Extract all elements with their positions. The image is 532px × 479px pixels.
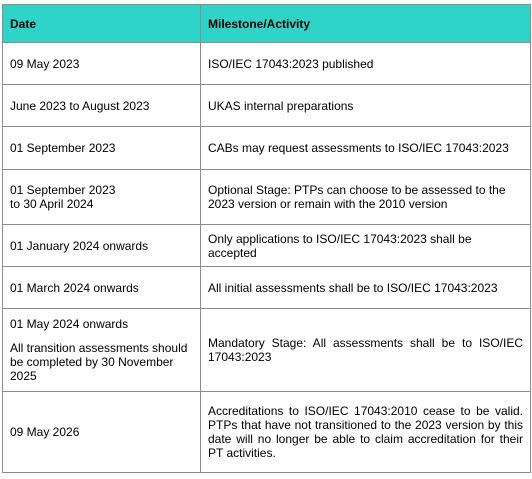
column-header-milestone: Milestone/Activity bbox=[201, 5, 531, 43]
table-row bbox=[3, 309, 531, 392]
column-header-date: Date bbox=[3, 5, 201, 43]
date-cell: 01 March 2024 onwards bbox=[3, 267, 201, 309]
milestone-cell: Only applications to ISO/IEC 17043:2023 shall be accepted bbox=[201, 225, 531, 267]
header-row bbox=[3, 5, 531, 43]
transition-timeline-table-wrapper bbox=[2, 4, 530, 473]
milestone-cell: CABs may request assessments to ISO/IEC 17043:2023 bbox=[201, 127, 531, 170]
date-cell bbox=[3, 170, 201, 225]
date-cell: 09 May 2023 bbox=[3, 43, 201, 85]
table-header bbox=[3, 5, 531, 43]
milestone-cell: All initial assessments shall be to ISO/IEC 17043:2023 bbox=[201, 267, 531, 309]
milestone-cell: Accreditations to ISO/IEC 17043:2010 cease to be valid. PTPs that have not transitioned to the 2023 version by this date will no longer be able to claim accreditation for their PT activities. bbox=[201, 392, 531, 473]
date-cell: 01 January 2024 onwards bbox=[3, 225, 201, 267]
date-line-end: to 30 April 2024 bbox=[10, 197, 94, 211]
table-row bbox=[3, 127, 531, 170]
date-cell: 09 May 2026 bbox=[3, 392, 201, 473]
milestone-cell: ISO/IEC 17043:2023 published bbox=[201, 43, 531, 85]
table-row bbox=[3, 392, 531, 473]
milestone-cell: Mandatory Stage: All assessments shall be to ISO/IEC 17043:2023 bbox=[201, 309, 531, 392]
milestone-cell: UKAS internal preparations bbox=[201, 85, 531, 127]
milestone-cell: Optional Stage: PTPs can choose to be assessed to the 2023 version or remain with the 2010 version bbox=[201, 170, 531, 225]
table-row bbox=[3, 85, 531, 127]
table-row bbox=[3, 225, 531, 267]
table-row bbox=[3, 170, 531, 225]
transition-timeline-table bbox=[2, 4, 531, 473]
table-row bbox=[3, 43, 531, 85]
date-text: 01 May 2024 onwards bbox=[10, 317, 129, 331]
date-line-start: 01 September 2023 bbox=[10, 183, 116, 197]
table-row bbox=[3, 267, 531, 309]
date-cell bbox=[3, 309, 201, 392]
table-body bbox=[3, 43, 531, 473]
date-cell: June 2023 to August 2023 bbox=[3, 85, 201, 127]
date-cell: 01 September 2023 bbox=[3, 127, 201, 170]
transition-note: All transition assessments should be completed by 30 November 2025 bbox=[10, 341, 188, 383]
